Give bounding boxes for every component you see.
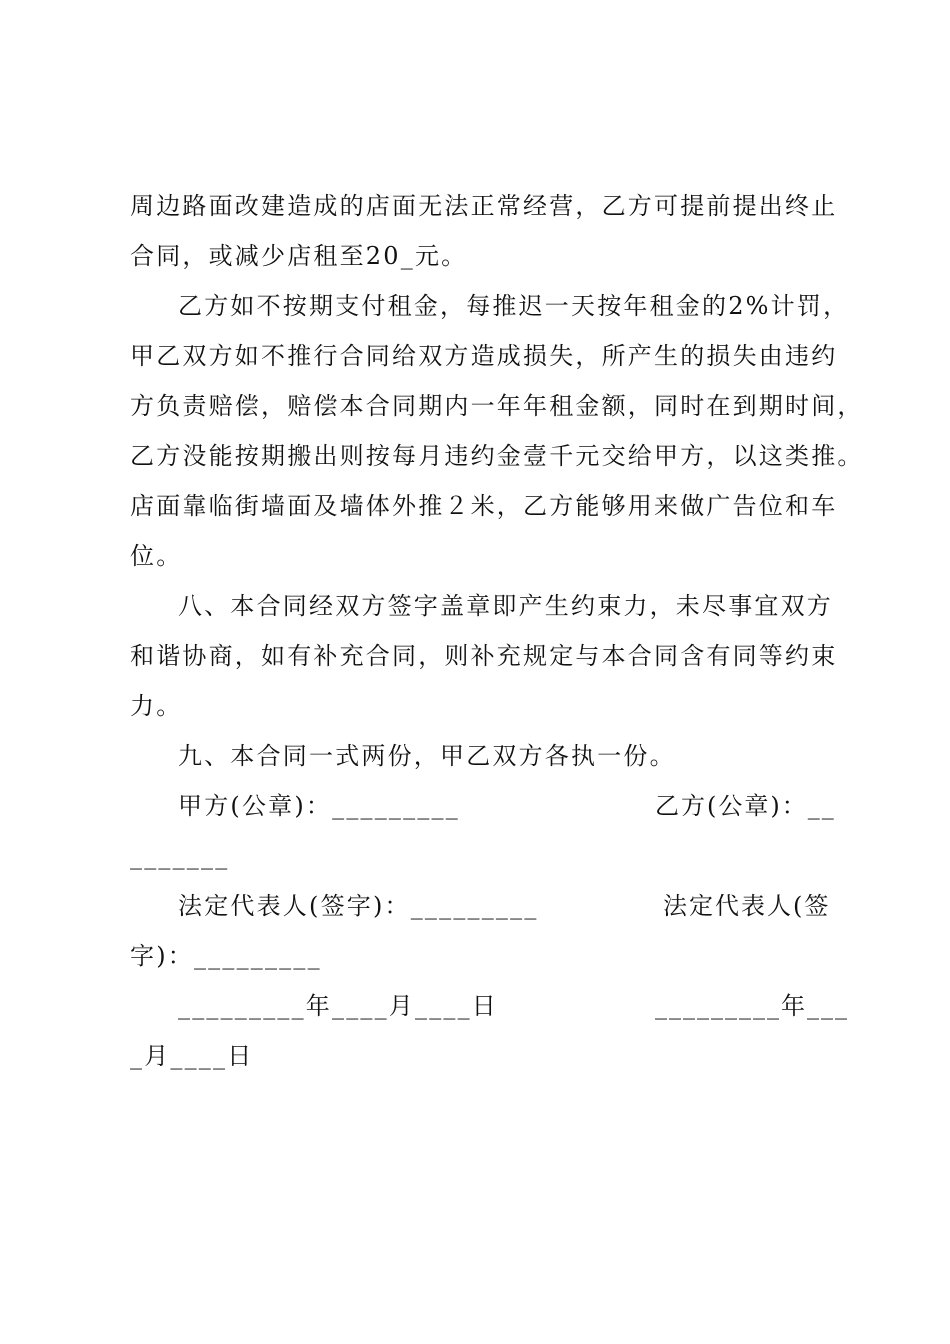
party-b-representative: 法定代表人(签 [663, 892, 831, 920]
party-b-date: _________年___ [655, 992, 849, 1020]
paragraph-line-4: 甲乙双方如不推行合同给双方造成损失，所产生的损失由违约 [130, 342, 838, 370]
paragraph-line-3: 乙方如不按期支付租金，每推迟一天按年租金的2%计罚， [178, 292, 850, 320]
clause-8-line-2: 和谐协商，如有补充合同，则补充规定与本合同含有同等约束 [130, 642, 838, 670]
clause-8-line-3: 力。 [130, 692, 183, 720]
paragraph-line-1: 周边路面改建造成的店面无法正常经营，乙方可提前提出终止 [130, 192, 838, 220]
party-b-representative-cont: 字)：_________ [130, 942, 322, 970]
paragraph-line-5: 方负责赔偿，赔偿本合同期内一年年租金额，同时在到期时间， [130, 392, 864, 420]
paragraph-line-6: 乙方没能按期搬出则按每月违约金壹千元交给甲方，以这类推。 [130, 442, 864, 470]
paragraph-line-2: 合同，或减少店租至20_元。 [130, 242, 468, 270]
party-b-date-cont: _月____日 [130, 1042, 254, 1070]
clause-9-line: 九、本合同一式两份，甲乙双方各执一份。 [178, 742, 676, 770]
paragraph-line-8: 位。 [130, 542, 183, 570]
party-a-date: _________年____月____日 [178, 992, 498, 1020]
clause-8-line-1: 八、本合同经双方签字盖章即产生约束力，未尽事宜双方 [178, 592, 833, 620]
party-b-seal: 乙方(公章)：__ [655, 792, 836, 820]
party-b-seal-cont: _______ [130, 842, 230, 870]
paragraph-line-7: 店面靠临街墙面及墙体外推２米，乙方能够用来做广告位和车 [130, 492, 838, 520]
party-a-seal: 甲方(公章)：_________ [178, 792, 460, 820]
party-a-representative: 法定代表人(签字)：_________ [178, 892, 539, 920]
